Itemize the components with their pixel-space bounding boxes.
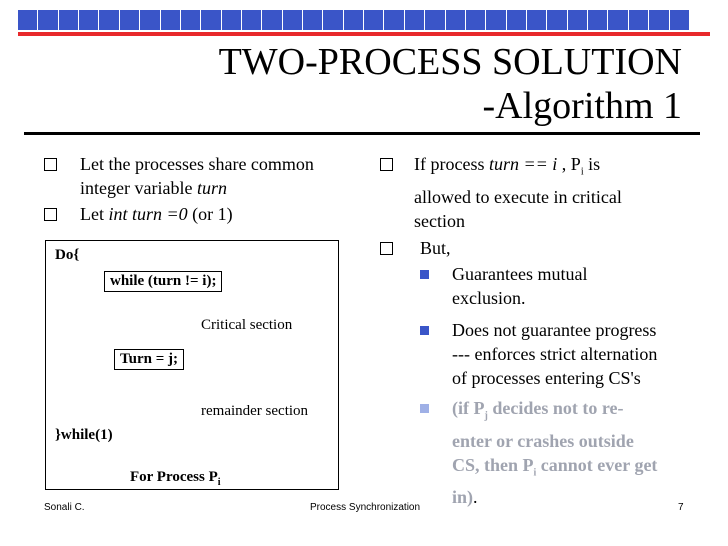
title-line-1: TWO-PROCESS SOLUTION bbox=[218, 41, 682, 83]
right-bullet-1: If process turn == i , $P_i$ is allowed to execute in critical section bbox=[380, 152, 714, 233]
slide-title bbox=[162, 40, 682, 128]
left-bullet-2: Let int turn =0 (or 1) bbox=[44, 202, 380, 226]
footer-author: Sonali C. bbox=[44, 502, 85, 513]
footer-title: Process Synchronization bbox=[310, 502, 421, 513]
sub-bullet-2: Does not guarantee progress --- enforces strict alternation of processes entering CS's bbox=[420, 318, 714, 390]
checkbox-bullet-icon bbox=[44, 208, 57, 221]
checkbox-bullet-icon bbox=[380, 158, 393, 171]
header-red-line bbox=[18, 32, 710, 36]
sub-bullet-3: (if $P_j$ decides not to re- enter or crashes outside CS, then $P_i$ cannot ever get in). bbox=[420, 396, 714, 509]
header-decoration bbox=[18, 10, 710, 36]
square-bullet-icon bbox=[420, 270, 429, 279]
left-bullet-1: Let the processes share common integer variable turn bbox=[44, 152, 380, 200]
code-turn-assign: Turn = j; bbox=[114, 349, 184, 370]
right-bullet-2: But, bbox=[380, 236, 720, 260]
title-divider bbox=[24, 132, 700, 135]
code-remainder-section: remainder section bbox=[201, 403, 309, 419]
code-critical-section: Critical section bbox=[201, 317, 293, 333]
checkbox-bullet-icon bbox=[44, 158, 57, 171]
code-for-process: For Process $P_i$ bbox=[130, 469, 221, 488]
checkbox-bullet-icon bbox=[380, 242, 393, 255]
footer-page-number: 7 bbox=[678, 502, 684, 513]
title-line-2: -Algorithm 1 bbox=[482, 85, 682, 127]
sub-bullet-1: Guarantees mutual exclusion. bbox=[420, 262, 712, 310]
code-box bbox=[45, 240, 339, 490]
code-while: while (turn != i); bbox=[104, 271, 222, 292]
header-grid bbox=[18, 10, 710, 30]
code-do: Do{ bbox=[55, 247, 80, 263]
code-end: }while(1) bbox=[55, 427, 113, 443]
square-bullet-icon bbox=[420, 326, 429, 335]
square-bullet-icon bbox=[420, 404, 429, 413]
